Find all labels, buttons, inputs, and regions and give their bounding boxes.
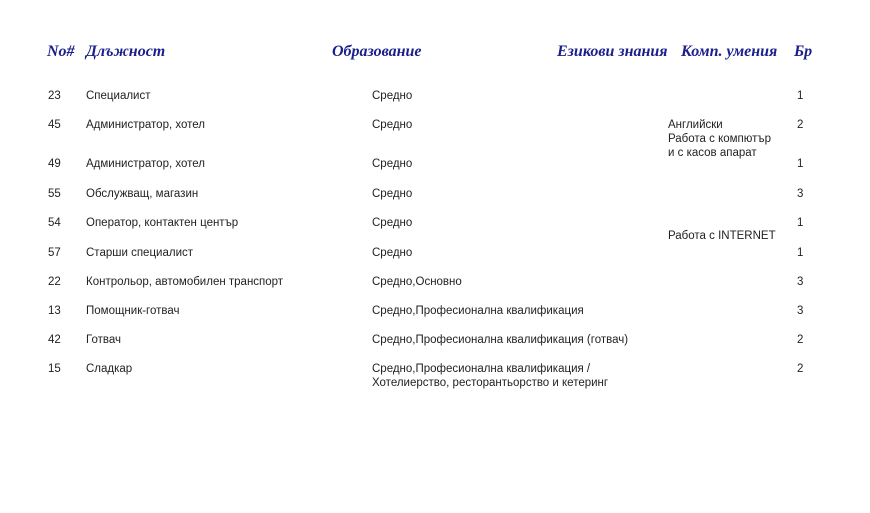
row-education: Средно,Професионална квалификация (готвач) <box>372 334 629 346</box>
row-position: Специалист <box>86 90 151 102</box>
row-education: Средно,Професионална квалификация <box>372 305 584 317</box>
row-position: Сладкар <box>86 363 133 375</box>
row-number: 49 <box>48 158 61 170</box>
row-number: 42 <box>48 334 61 346</box>
row-position: Администратор, хотел <box>86 158 205 170</box>
row-skills: Работа с INTERNET <box>668 230 776 242</box>
row-count: 3 <box>797 305 804 317</box>
row-position: Обслужващ, магазин <box>86 188 199 200</box>
row-count: 2 <box>797 363 804 375</box>
header-education: Образование <box>332 43 422 60</box>
header-languages: Езикови знания <box>557 43 668 60</box>
row-education: Средно <box>372 188 413 200</box>
row-number: 54 <box>48 217 61 229</box>
row-position: Старши специалист <box>86 247 194 259</box>
header-no: No# <box>47 43 75 60</box>
header-position: Длъжност <box>86 43 166 60</box>
row-position: Готвач <box>86 334 121 346</box>
row-position: Оператор, контактен център <box>86 217 239 229</box>
row-number: 45 <box>48 119 61 131</box>
row-education: Средно <box>372 90 413 102</box>
row-position: Контрольор, автомобилен транспорт <box>86 276 284 288</box>
row-number: 15 <box>48 363 61 375</box>
row-count: 2 <box>797 119 804 131</box>
row-count: 1 <box>797 217 804 229</box>
row-position: Помощник-готвач <box>86 305 180 317</box>
row-count: 3 <box>797 188 804 200</box>
row-education: Средно <box>372 119 413 131</box>
row-count: 1 <box>797 247 804 259</box>
row-education: Средно <box>372 247 413 259</box>
row-count: 3 <box>797 276 804 288</box>
row-count: 2 <box>797 334 804 346</box>
row-education: Средно <box>372 158 413 170</box>
row-number: 23 <box>48 90 61 102</box>
row-count: 1 <box>797 158 804 170</box>
row-education: Средно,Основно <box>372 276 462 288</box>
row-position: Администратор, хотел <box>86 119 205 131</box>
row-number: 57 <box>48 247 61 259</box>
header-computer-skills: Комп. умения <box>681 43 778 60</box>
row-education: Средно,Професионална квалификация / Хотелиерство, ресторантьорство и кетеринг <box>372 363 609 389</box>
row-education: Средно <box>372 217 413 229</box>
row-number: 22 <box>48 276 61 288</box>
header-count: Бр <box>794 43 813 60</box>
row-number: 13 <box>48 305 61 317</box>
row-count: 1 <box>797 90 804 102</box>
row-skills: Английски Работа с компютър и с касов апарат <box>668 119 772 159</box>
row-number: 55 <box>48 188 61 200</box>
